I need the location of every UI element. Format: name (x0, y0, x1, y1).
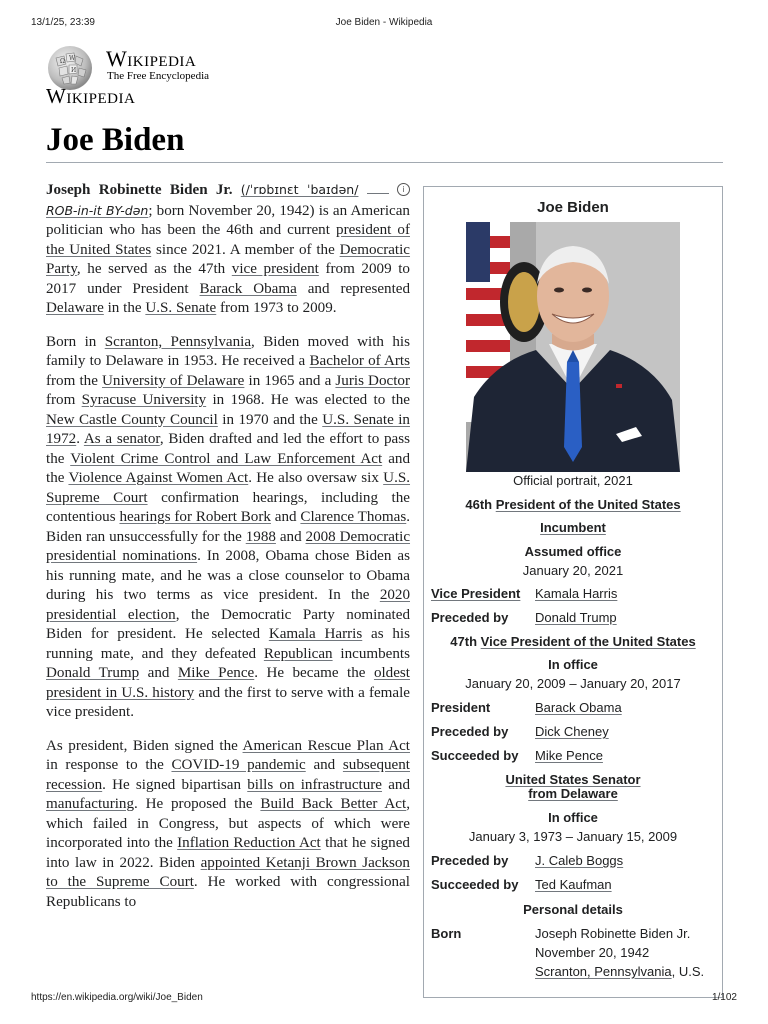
inoffice2-label: In office (548, 657, 598, 672)
assumed-office-label: Assumed office (524, 544, 622, 559)
link-american-rescue-plan[interactable]: American Rescue Plan Act (242, 737, 410, 754)
wikipedia-logo[interactable] (46, 44, 246, 108)
link-manufacturing[interactable]: manufacturing (46, 796, 135, 812)
link-syracuse-university[interactable]: Syracuse University (81, 392, 207, 408)
link-oldest-president[interactable]: oldest president in U.S. history (46, 665, 410, 701)
link-senate-1972[interactable]: U.S. Senate in 1972 (46, 411, 410, 447)
link-juris-doctor[interactable]: Juris Doctor (335, 372, 410, 389)
president-row (424, 700, 722, 716)
link-new-castle-county-council[interactable]: New Castle County Council (46, 411, 218, 428)
link-inflation-reduction-act[interactable]: Inflation Reduction Act (177, 835, 321, 851)
presidency-paragraph: As president, Biden signed the American Rescue Plan Act in response to the COVID-19 pandemic and subsequent recession. He signed bipartisan bills on infrastructure and manufacturing. He proposed the Build Back Better Act, which failed in Congress, but aspects of which were incorporated into the Inflation Reduction Act that he signed into law in 2022. Biden appointed Ketanji Brown Jackson to the Supreme Court. He worked with congressional Republicans to (46, 737, 410, 910)
born-name: Joseph Robinette Biden Jr. (535, 926, 691, 941)
wikipedia-wordmark: Wikipedia (106, 46, 197, 71)
link-2008-nominations[interactable]: 2008 Democratic presidential nominations (46, 528, 411, 564)
wikipedia-tagline: The Free Encyclopedia (107, 70, 210, 82)
preceded2-row (424, 724, 722, 740)
succeeded3-row (424, 877, 722, 893)
link-us-senate[interactable]: U.S. Senate (145, 300, 217, 316)
preceded1-label: Preceded by (431, 610, 509, 625)
link-delaware[interactable]: Delaware (46, 300, 104, 316)
born-row (424, 926, 722, 980)
born-label: Born (431, 926, 462, 941)
link-covid-pandemic[interactable]: COVID-19 pandemic (171, 757, 306, 773)
inoffice2-dates: January 20, 2009 – January 20, 2017 (465, 676, 681, 691)
vp-label[interactable]: Vice President (431, 586, 521, 601)
lead-paragraph: Joseph Robinette Biden Jr. (/ˈrɒbɪnɛt ˈbaɪdən/ i ROB-in-it BY-dən; born November 20, 1942) is an American politician who has been the 46th and current president of the United States since 2021. A member of the Democratic Party, he served as the 47th vice president from 2009 to 2017 under President Barack Obama and represented Delaware in the U.S. Senate from 1973 to 2009. (46, 182, 411, 316)
born-date: November 20, 1942 (535, 945, 650, 960)
succeeded2-label: Succeeded by (431, 748, 519, 763)
preceded3-row (424, 853, 722, 869)
office2-header: 47th Vice President of the United States (450, 634, 696, 649)
link-university-of-delaware[interactable]: University of Delaware (102, 372, 245, 389)
link-mike-pence[interactable]: Mike Pence (177, 665, 255, 681)
preceded2-value[interactable]: Dick Cheney (535, 724, 609, 739)
preceded2-label: Preceded by (431, 724, 509, 739)
president-value[interactable]: Barack Obama (535, 700, 622, 715)
link-ketanji-brown-jackson[interactable]: appointed Ketanji Brown Jackson to the Supreme Court (46, 854, 410, 890)
preceded3-value[interactable]: J. Caleb Boggs (535, 853, 624, 868)
link-recession[interactable]: subsequent recession (46, 757, 410, 793)
preceded1-value[interactable]: Donald Trump (535, 610, 617, 625)
inoffice3-dates: January 3, 1973 – January 15, 2009 (468, 829, 678, 844)
succeeded2-value[interactable]: Mike Pence (535, 748, 603, 763)
succeeded2-row (424, 748, 722, 764)
office3-header (424, 772, 722, 802)
born-place[interactable]: Scranton, Pennsylvania (535, 964, 672, 979)
infobox-title: Joe Biden (537, 199, 609, 216)
early-career-paragraph: Born in Scranton, Pennsylvania, Biden moved with his family to Delaware in 1953. He received a Bachelor of Arts from the University of Delaware in 1965 and a Juris Doctor from Syracuse University in 1968. He was elected to the New Castle County Council in 1970 and the U.S. Senate in 1972. As a senator, Biden drafted and led the effort to pass the Violent Crime Control and Law Enforcement Act and the Violence Against Women Act. He also oversaw six U.S. Supreme Court confirmation hearings, including the contentious hearings for Robert Bork and Clarence Thomas. Biden ran unsuccessfully for the 1988 and 2008 Democratic presidential nominations. In 2008, Obama chose Biden as his running mate, and he was a close counselor to Obama during his two terms as vice president. In the 2020 presidential election, the Democratic Party nominated Biden for president. He selected Kamala Harris as his running mate, and they defeated Republican incumbents Donald Trump and Mike Pence. He became the oldest president in U.S. history and the first to serve with a female vice president. (46, 333, 411, 720)
preceded3-label: Preceded by (431, 853, 509, 868)
link-clarence-thomas[interactable]: Clarence Thomas (300, 509, 407, 525)
born-details: Joseph Robinette Biden Jr. November 20, 1942 Scranton, Pennsylvania, U.S. (535, 926, 722, 980)
president-label: President (431, 700, 491, 715)
subject-name: Joseph Robinette Biden Jr. (46, 182, 233, 198)
link-infrastructure[interactable]: bills on infrastructure (247, 776, 383, 793)
succeeded3-value[interactable]: Ted Kaufman (535, 877, 612, 892)
link-bachelor-of-arts[interactable]: Bachelor of Arts (309, 353, 410, 369)
page-title: Joe Biden (46, 122, 185, 158)
incumbent-label (424, 520, 722, 536)
print-header (31, 17, 737, 31)
link-bork-hearings[interactable]: hearings for Robert Bork (119, 509, 271, 525)
personal-details-header: Personal details (523, 902, 623, 917)
link-build-back-better[interactable]: Build Back Better Act (260, 796, 407, 812)
link-1988[interactable]: 1988 (245, 528, 276, 545)
preceded1-row (424, 610, 722, 626)
ipa-pronunciation[interactable]: (/ˈrɒbɪnɛt ˈbaɪdən/ (240, 182, 359, 197)
print-date: 13/1/25, 23:39 (31, 17, 95, 28)
wikipedia-wordmark-secondary: Wikipedia (46, 84, 136, 108)
inoffice3-label: In office (548, 810, 598, 825)
succeeded3-label: Succeeded by (431, 877, 519, 892)
link-violent-crime-act[interactable]: Violent Crime Control and Law Enforcement Act (70, 450, 383, 467)
print-footer (31, 992, 737, 1006)
link-republican[interactable]: Republican (263, 645, 333, 662)
vp-value[interactable]: Kamala Harris (535, 586, 618, 601)
link-scranton[interactable]: Scranton, Pennsylvania (104, 333, 252, 350)
assumed-office-date: January 20, 2021 (522, 563, 624, 578)
link-office1[interactable]: President of the United States (495, 497, 681, 512)
portrait-caption: Official portrait, 2021 (513, 473, 633, 488)
print-url: https://en.wikipedia.org/wiki/Joe_Biden (31, 992, 203, 1003)
link-vice-president[interactable]: vice president (231, 261, 319, 277)
infobox (423, 186, 723, 998)
link-2020-election[interactable]: 2020 presidential election (46, 587, 410, 623)
official-portrait[interactable] (466, 222, 680, 472)
link-incumbent[interactable]: Incumbent (540, 520, 606, 535)
title-divider (46, 162, 723, 163)
link-kamala-harris[interactable]: Kamala Harris (268, 626, 363, 642)
svg-text:W: W (69, 55, 76, 62)
svg-text:И: И (71, 67, 77, 74)
print-title: Joe Biden - Wikipedia (335, 17, 433, 28)
link-office3-line1[interactable]: United States Senator (505, 772, 641, 787)
link-barack-obama[interactable]: Barack Obama (199, 280, 297, 297)
office1-header: 46th President of the United States (465, 497, 681, 512)
svg-text:Ω: Ω (60, 58, 65, 65)
link-as-a-senator[interactable]: As a senator (83, 431, 160, 447)
link-donald-trump[interactable]: Donald Trump (46, 665, 140, 681)
print-page-number: 1/102 (711, 992, 737, 1003)
vp-row (424, 586, 722, 602)
article-body (46, 180, 410, 926)
audio-play-icon[interactable]: i (397, 183, 410, 196)
link-democratic-party[interactable]: Democratic Party (46, 241, 411, 277)
respelling[interactable]: ROB-in-it BY-dən (46, 202, 149, 218)
pronunciation-spacer (367, 193, 389, 194)
link-office3-line2[interactable]: from Delaware (528, 786, 618, 801)
link-violence-against-women-act[interactable]: Violence Against Women Act (68, 470, 249, 486)
link-president-us[interactable]: president of the United States (46, 222, 410, 258)
link-office2[interactable]: Vice President of the United States (480, 634, 696, 649)
link-supreme-court[interactable]: U.S. Supreme Court (46, 470, 411, 506)
